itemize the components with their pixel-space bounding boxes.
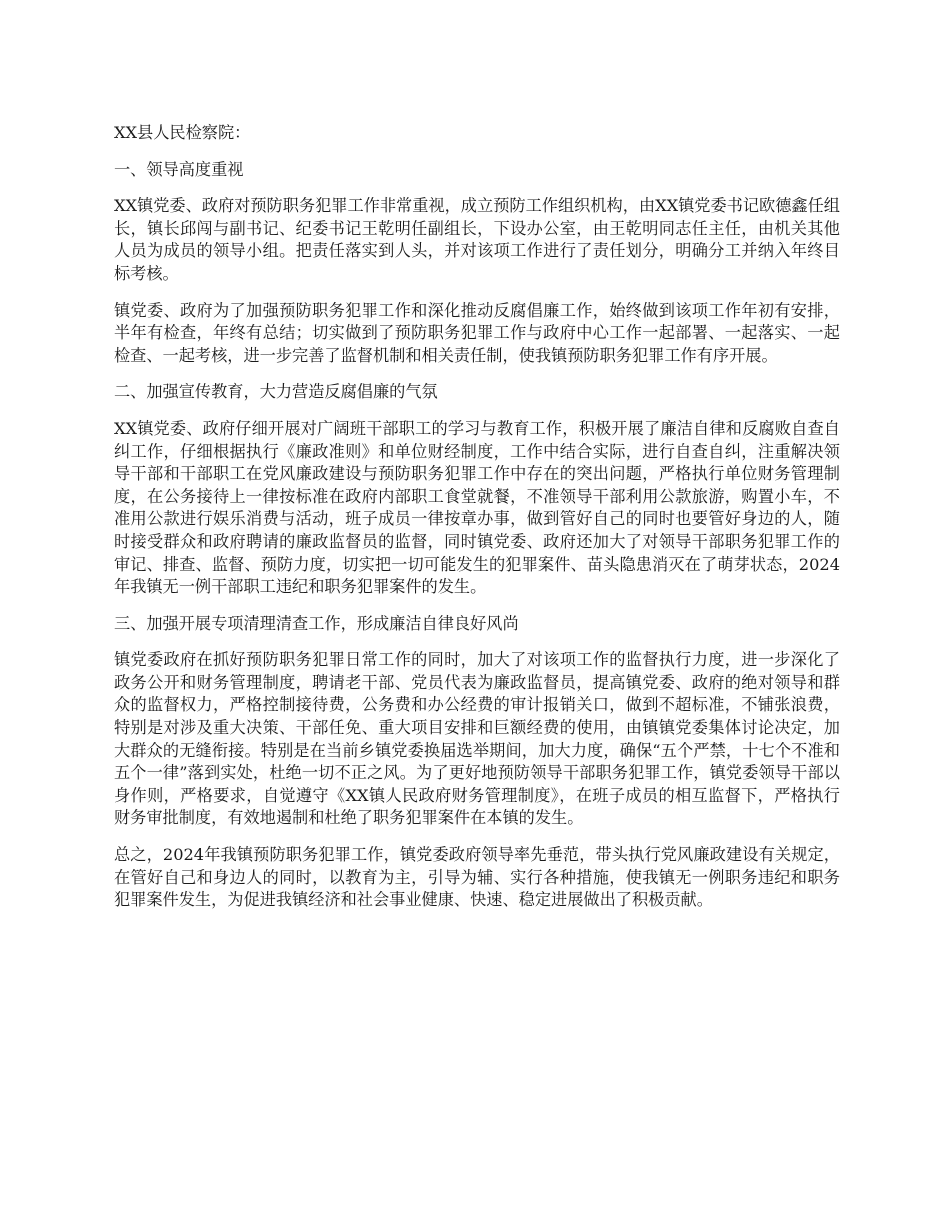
section-2-paragraph-1: XX镇党委、政府仔细开展对广阔班干部职工的学习与教育工作，积极开展了廉洁自律和反腐败自查自纠工作，仔细根据执行《廉政准则》和单位财经制度，工作中结合实际，进行自查自纠，注重解决领导干部和干部职工在党风廉政建设与预防职务犯罪工作中存在的突出问题，严格执行单位财务管理制度，在公务接待上一律按标准在政府内部职工食堂就餐，不准领导干部利用公款旅游，购置小车，不准用公款进行娱乐消费与活动，班子成员一律按章办事，做到管好自己的同时也要管好身边的人，随时接受群众和政府聘请的廉政监督员的监督，同时镇党委、政府还加大了对领导干部职务犯罪工作的审记、排查、监督、预防力度，切实把一切可能发生的犯罪案件、苗头隐患消灭在了萌芽状态，2024年我镇无一例干部职工违纪和职务犯罪案件的发生。 xyxy=(114,418,840,597)
section-1-heading: 一、领导高度重视 xyxy=(114,159,244,179)
conclusion-paragraph: 总之，2024年我镇预防职务犯罪工作，镇党委政府领导率先垂范，带头执行党风廉政建设有关规定，在管好自己和身边人的同时，以教育为主，引导为辅、实行各种措施，使我镇无一例职务违纪和职务犯罪案件发生，为促进我镇经济和社会事业健康、快速、稳定进展做出了积极贡献。 xyxy=(114,845,840,910)
section-3-heading: 三、加强开展专项清理清查工作，形成廉洁自律良好风尚 xyxy=(114,613,519,633)
addressee: XX县人民检察院： xyxy=(114,123,251,142)
document-body xyxy=(114,122,840,926)
section-2-heading: 二、加强宣传教育，大力营造反腐倡廉的气氛 xyxy=(114,382,438,402)
section-1-paragraph-2: 镇党委、政府为了加强预防职务犯罪工作和深化推动反腐倡廉工作，始终做到该项工作年初有安排，半年有检查，年终有总结；切实做到了预防职务犯罪工作与政府中心工作一起部署、一起落实、一起检查、一起考核，进一步完善了监督机制和相关责任制，使我镇预防职务犯罪工作有序开展。 xyxy=(114,300,840,365)
section-3-paragraph-1: 镇党委政府在抓好预防职务犯罪日常工作的同时，加大了对该项工作的监督执行力度，进一步深化了政务公开和财务管理制度，聘请老干部、党员代表为廉政监督员，提高镇党委、政府的绝对领导和群众的监督权力，严格控制接待费，公务费和办公经费的审计报销关口，做到不超标准，不铺张浪费，特别是对涉及重大决策、干部任免、重大项目安排和巨额经费的使用，由镇镇党委集体讨论决定，加大群众的无缝衔接。特别是在当前乡镇党委换届选举期间，加大力度，确保“五个严禁，十七个不准和五个一律”落到实处，杜绝一切不正之风。为了更好地预防领导干部职务犯罪工作，镇党委领导干部以身作则，严格要求，自觉遵守《XX镇人民政府财务管理制度》，在班子成员的相互监督下，严格执行财务审批制度，有效地遏制和杜绝了职务犯罪案件在本镇的发生。 xyxy=(114,650,840,828)
section-1-paragraph-1: XX镇党委、政府对预防职务犯罪工作非常重视，成立预防工作组织机构，由XX镇党委书记欧德鑫任组长，镇长邱闯与副书记、纪委书记王乾明任副组长，下设办公室，由王乾明同志任主任，由机关其他人员为成员的领导小组。把责任落实到人头，并对该项工作进行了责任划分，明确分工并纳入年终目标考核。 xyxy=(114,196,840,283)
